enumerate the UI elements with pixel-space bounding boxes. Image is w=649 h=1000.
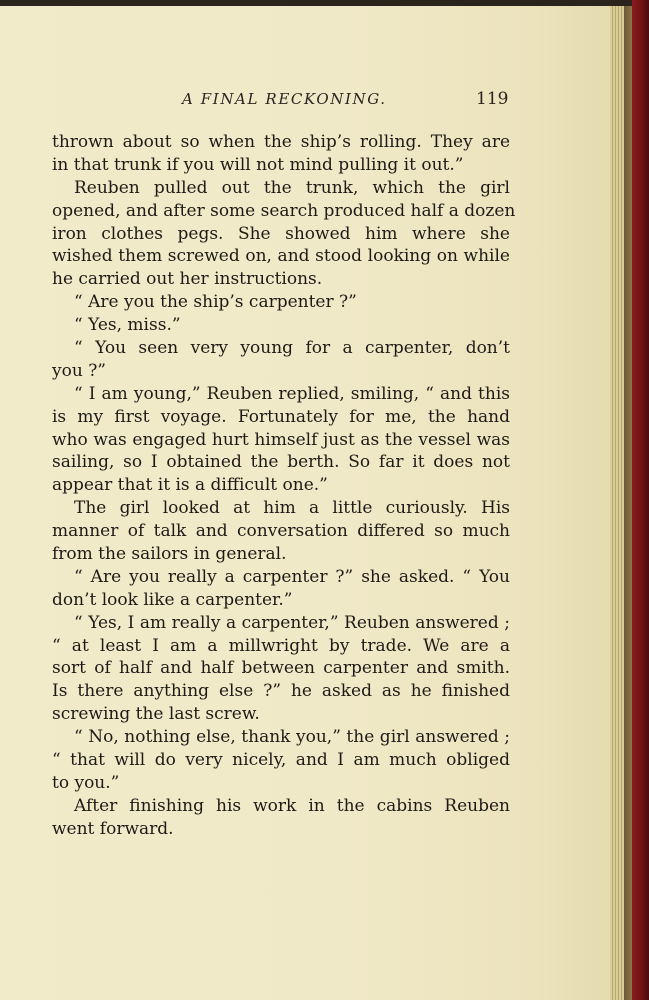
text-line: “ No, nothing else, thank you,” the girl answered ; [74, 727, 510, 748]
text-line: screwing the last screw. [52, 704, 260, 725]
text-line: thrown about so when the ship’s rolling. They are [52, 132, 510, 152]
text-line: iron clothes pegs. She showed him where she [52, 223, 510, 244]
page-number: 119 [476, 89, 509, 109]
text-line: who was engaged hurt himself just as the vessel was [52, 429, 510, 450]
text-line: “ Yes, miss.” [74, 315, 181, 336]
text-line: “ Are you really a carpenter ?” she asked. “ You [74, 566, 510, 587]
text-line: to you.” [52, 772, 120, 793]
text-line: he carried out her instructions. [52, 269, 323, 290]
running-head: A FINAL RECKONING. [182, 90, 387, 108]
text-line: sailing, so I obtained the berth. So far it does not [52, 452, 510, 473]
page-header [0, 90, 649, 114]
body-text [52, 131, 516, 841]
text-line: “ Are you the ship’s carpenter ?” [74, 292, 357, 313]
text-line: “ I am young,” Reuben replied, smiling, “ and this [74, 383, 510, 404]
text-line: don’t look like a carpenter.” [52, 589, 293, 610]
text-line: After finishing his work in the cabins Reuben [74, 795, 510, 816]
book-cover-edge [632, 0, 649, 1000]
text-line: “ that will do very nicely, and I am much obliged [52, 750, 510, 771]
text-line: manner of talk and conversation differed so much [52, 521, 510, 542]
text-line: sort of half and half between carpenter and smith. [52, 658, 510, 679]
text-line: wished them screwed on, and stood looking on while [52, 246, 510, 267]
text-line: Is there anything else ?” he asked as he finished [52, 681, 510, 702]
text-line: in that trunk if you will not mind pulling it out.” [52, 154, 464, 175]
page-edge-shadow [624, 6, 632, 1000]
text-line: opened, and after some search produced half a dozen [52, 200, 516, 221]
text-line: “ You seen very young for a carpenter, don’t [74, 338, 510, 359]
text-line: “ Yes, I am really a carpenter,” Reuben answered ; [74, 612, 510, 633]
text-line: The girl looked at him a little curiously. His [74, 498, 510, 519]
text-line: from the sailors in general. [52, 544, 287, 565]
text-line: you ?” [52, 360, 106, 381]
text-line: is my first voyage. Fortunately for me, the hand [52, 406, 510, 427]
text-line: appear that it is a difficult one.” [52, 475, 328, 496]
text-line: Reuben pulled out the trunk, which the girl [74, 177, 510, 198]
text-line: “ at least I am a millwright by trade. We are a [52, 635, 510, 656]
text-line: went forward. [52, 818, 174, 839]
